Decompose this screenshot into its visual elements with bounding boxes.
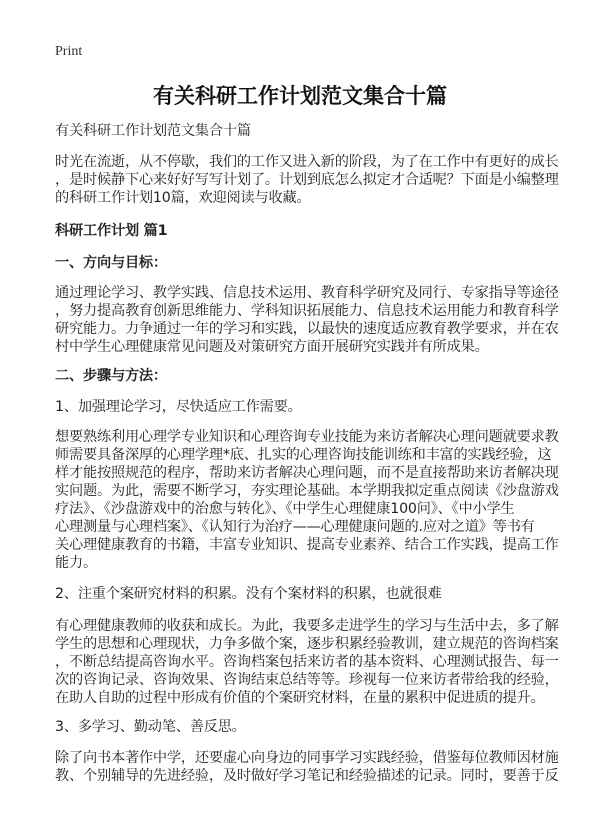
page-title: 有关科研工作计划范文集合十篇 xyxy=(153,84,447,108)
section-heading: 科研工作计划 篇1 xyxy=(55,223,168,239)
step-1-heading: 1、加强理论学习，尽快适应工作需要。 xyxy=(55,399,302,415)
subtitle: 有关科研工作计划范文集合十篇 xyxy=(55,123,251,139)
text-line: 关心理健康教育的书籍，丰富专业知识、提高专业素养、结合工作实践，提高工作 xyxy=(55,537,559,553)
text-line: 的科研工作计划10篇，欢迎阅读与收藏。 xyxy=(55,190,311,206)
step-3-heading: 3、多学习、勤动笔、善反思。 xyxy=(55,719,246,735)
text-line: 实问题。为此，需要不断学习，夯实理论基础。本学期我拟定重点阅读《沙盘游戏 xyxy=(55,483,559,499)
text-line: 能力。 xyxy=(55,555,97,571)
text-line: 村中学生心理健康常见问题及对策研究方面开展研究实践并有所成果。 xyxy=(55,339,489,355)
text-line: 研究能力。力争通过一年的学习和实践，以最快的速度适应教育教学要求，并在农 xyxy=(55,321,559,337)
text-line: 教、个别辅导的先进经验，及时做好学习笔记和经验描述的记录。同时，要善于反 xyxy=(55,768,559,784)
goals-paragraph xyxy=(55,284,559,356)
print-link[interactable]: Print xyxy=(55,44,83,59)
text-line: 时光在流逝，从不停歇，我们的工作又进入新的阶段，为了在工作中有更好的成长 xyxy=(55,154,559,170)
text-line: ，努力提高教育创新思维能力、学科知识拓展能力、信息技术运用能力和教育科学 xyxy=(55,303,559,319)
text-line: 疗法》、《沙盘游戏中的治愈与转化》、《中学生心理健康100问》、《中小学生 xyxy=(55,501,515,517)
text-line: 有心理健康教师的收获和成长。为此，我要多走进学生的学习与生活中去，多了解 xyxy=(55,618,559,634)
step-3-paragraph xyxy=(55,749,559,785)
text-line: 在助人自助的过程中形成有价值的个案研究材料，在量的累积中促进质的提升。 xyxy=(55,690,545,706)
text-line: 心理测量与心理档案》、《认知行为治疗——心理健康问题的.应对之道》等书有 xyxy=(55,519,535,535)
text-line: 次的咨询记录、咨询效果、咨询结束总结等等。珍视每一位来访者带给我的经验， xyxy=(55,672,559,688)
text-line: ，不断总结提高咨询水平。咨询档案包括来访者的基本资料、心理测试报告、每一 xyxy=(55,654,559,670)
text-line: 除了向书本著作中学，还要虚心向身边的同事学习实践经验，借鉴每位教师因材施 xyxy=(55,750,559,766)
step-2-paragraph xyxy=(55,617,559,707)
heading-goals: 一、方向与目标： xyxy=(55,255,167,271)
step-2-heading: 2、注重个案研究材料的积累。没有个案材料的积累，也就很难 xyxy=(55,586,442,602)
step-1-paragraph xyxy=(55,428,559,572)
text-line: 样才能按照规范的程序，帮助来访者解决心理问题，而不是直接帮助来访者解决现 xyxy=(55,465,559,481)
heading-steps: 二、步骤与方法： xyxy=(55,368,167,384)
text-line: 想要熟练利用心理学专业知识和心理咨询专业技能为来访者解决心理问题就要求教 xyxy=(55,429,559,445)
text-line: ，是时候静下心来好好写写计划了。计划到底怎么拟定才合适呢？下面是小编整理 xyxy=(55,172,559,188)
text-line: 学生的思想和心理现状，力争多做个案，逐步积累经验教训，建立规范的咨询档案 xyxy=(55,636,559,652)
text-line: 通过理论学习、教学实践、信息技术运用、教育科学研究及同行、专家指导等途径 xyxy=(55,285,559,301)
text-line: 师需要具备深厚的心理学理*底、扎实的心理咨询技能训练和丰富的实践经验，这 xyxy=(55,447,552,463)
intro-paragraph xyxy=(55,153,559,207)
